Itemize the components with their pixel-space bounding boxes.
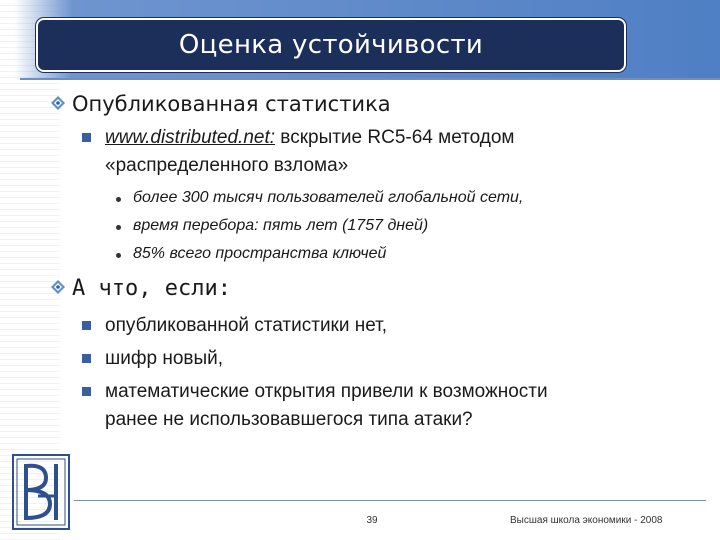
bullet-item-2 <box>50 276 231 301</box>
footer-divider <box>74 500 706 501</box>
dot-bullet-icon <box>116 197 121 202</box>
square-bullet-icon <box>82 354 91 363</box>
sub-bullet-text: опубликованной статистики нет, <box>105 315 388 336</box>
distributed-net-link[interactable]: www.distributed.net: <box>105 127 276 148</box>
slide-title: Оценка устойчивости <box>178 30 484 60</box>
sub-sub-bullet-text: 85% всего пространства ключей <box>133 245 387 262</box>
square-bullet-icon <box>82 321 91 330</box>
bullet-text: А что, если: <box>72 276 231 301</box>
dot-bullet-icon <box>116 225 121 230</box>
page-number: 39 <box>366 515 378 526</box>
sub-bullet-item <box>82 378 548 434</box>
sub-bullet-text-line2: «распределенного взлома» <box>105 155 349 176</box>
square-bullet-icon <box>82 387 91 396</box>
sub-bullet-text: вскрытие RC5-64 методом <box>275 127 515 148</box>
sub-bullet-text: шифр новый, <box>105 348 224 369</box>
sub-bullet-item <box>82 124 515 180</box>
bullet-text: Опубликованная статистика <box>72 92 391 116</box>
sub-bullet-item <box>82 312 387 340</box>
sub-bullet-text: математические открытия привели к возможности <box>105 381 548 402</box>
bullet-item-1 <box>50 92 391 116</box>
sub-sub-bullet-item <box>116 217 428 235</box>
dot-bullet-icon <box>116 253 121 258</box>
sub-sub-bullet-item <box>116 189 523 207</box>
sub-bullet-item <box>82 345 223 373</box>
hse-logo-icon <box>10 452 72 532</box>
diamond-bullet-icon <box>50 279 66 295</box>
sub-bullet-text-line2: ранее не использовавшегося типа атаки? <box>105 409 473 430</box>
sub-sub-bullet-text: более 300 тысяч пользователей глобальной сети, <box>133 189 524 206</box>
footer-school-name: Высшая школа экономики - 2008 <box>510 515 663 526</box>
square-bullet-icon <box>82 133 91 142</box>
sub-sub-bullet-item <box>116 245 386 263</box>
sub-sub-bullet-text: время перебора: пять лет (1757 дней) <box>133 217 429 234</box>
diamond-bullet-icon <box>50 95 66 111</box>
